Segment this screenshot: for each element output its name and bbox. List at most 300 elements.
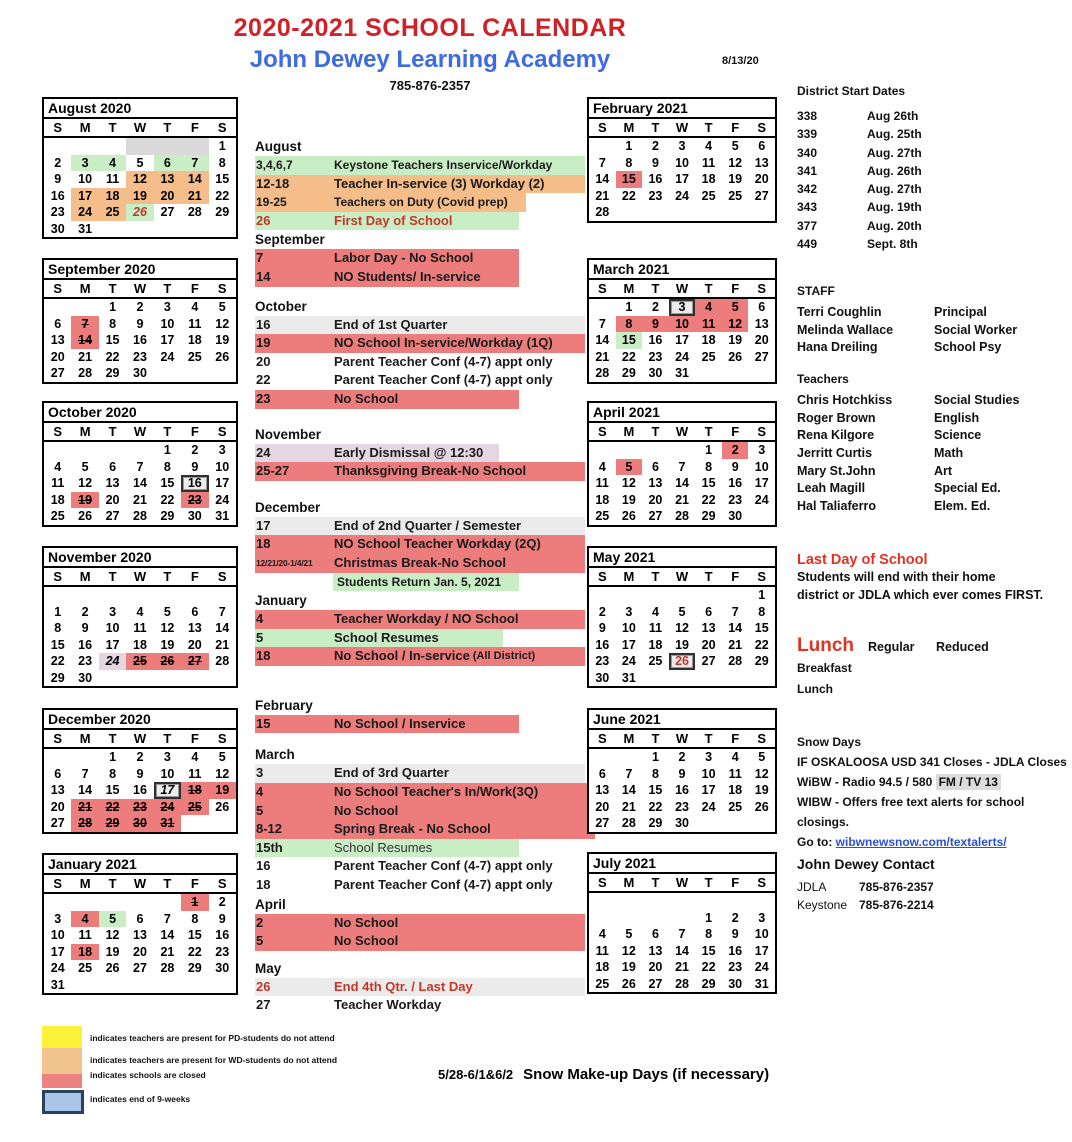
day-cell: 17 [50,944,65,959]
day-cell: 15 [50,637,65,652]
calendar-january-2021 [42,853,238,995]
day-cell: 30 [648,366,663,380]
day-cell [126,670,153,687]
event-row [255,647,585,666]
day-header-letter: S [757,875,767,890]
day-cell [748,365,775,382]
day-cell: 25 [595,509,610,523]
day-cell: 5 [136,155,144,170]
event-date: 22 [256,372,271,388]
day-header-letter: M [623,424,635,439]
day-cell: 21 [595,349,610,364]
calendar-week-row [44,620,236,637]
day-header-letter: F [731,424,740,439]
calendar-week-row [44,155,236,172]
day-cell: 24 [160,349,175,364]
event-row [255,316,585,335]
calendar-week-row [589,749,775,766]
day-cell: 28 [675,976,689,991]
day-cell: 28 [675,509,689,523]
day-cell: 24 [675,349,689,364]
calendar-week-row [589,332,775,349]
day-header-letter: M [79,120,91,135]
day-header-letter: M [623,281,635,296]
staff-role: Principal [934,305,987,319]
day-cell: 13 [754,155,769,170]
day-cell: 15 [754,621,769,635]
event-label: Parent Teacher Conf (4-7) appt only [334,858,553,874]
district-number: 338 [797,109,818,123]
calendar-week-row [589,766,775,783]
day-cell [616,910,643,927]
day-cell [642,587,669,604]
day-cell: 12 [621,476,636,490]
contact-title: John Dewey Contact [797,856,935,872]
event-label: End of 1st Quarter [334,316,448,332]
day-header-letter: S [597,424,607,439]
day-cell: 24 [621,654,636,668]
teacher-subject: Social Studies [934,393,1020,407]
last-day-title: Last Day of School [797,552,928,568]
goto-label: Go to: [797,835,836,849]
day-cell: 4 [71,911,98,928]
day-cell: 5 [218,300,226,314]
day-header-letter: W [675,281,689,296]
day-cell: 2 [722,442,749,459]
calendar-week-row [589,204,775,221]
district-start-date: Aug. 26th [867,163,922,178]
day-cell [154,894,181,911]
day-cell: 3 [705,750,713,764]
day-cell [616,442,643,459]
day-cell: 4 [731,750,739,764]
calendar-december-2020 [42,708,238,834]
event-date: 18 [256,536,271,552]
teacher-row [797,410,1069,428]
day-cell: 27 [701,654,716,668]
teacher-row [797,445,1069,463]
calendar-week-row [44,299,236,316]
day-cell: 6 [136,911,144,926]
district-start-date-row [797,180,1069,198]
day-header-letter: W [133,281,147,296]
day-cell [669,670,696,687]
day-cell [44,749,71,766]
district-start-dates-section [797,84,1069,253]
district-start-date-row [797,162,1069,180]
contact-row [797,896,1069,914]
day-cell: 18 [133,637,147,652]
day-cell: 21 [181,188,208,205]
day-cell [126,587,153,604]
calendar-day-headers [589,119,775,138]
day-cell: 7 [678,459,686,474]
day-cell: 25 [99,204,126,221]
day-cell: 3 [163,750,171,764]
day-cell: 21 [621,799,636,814]
day-cell [616,749,643,766]
day-header-letter: S [597,120,607,135]
day-cell: 27 [50,816,65,830]
day-cell: 31 [78,221,93,236]
day-header-letter: W [133,120,147,135]
day-cell: 11 [595,476,609,490]
event-label: Teachers on Duty (Covid prep) [334,195,508,210]
day-cell: 22 [160,492,175,507]
day-cell: 10 [754,459,769,474]
day-cell: 18 [595,492,610,507]
calendar-day-headers [589,730,775,749]
day-cell: 10 [754,927,769,941]
day-cell [748,670,775,687]
day-cell [99,442,126,459]
day-header-letter: T [108,281,117,296]
day-cell: 26 [754,799,769,814]
day-cell: 31 [754,976,769,991]
day-cell [154,365,181,382]
event-label: Parent Teacher Conf (4-7) appt only [334,353,553,369]
day-header-letter: T [651,731,660,746]
day-cell: 7 [598,316,606,331]
district-start-date-row [797,144,1069,162]
day-cell: 24 [154,799,181,816]
day-cell: 9 [731,459,739,474]
teacher-row [797,498,1069,516]
day-cell: 10 [675,155,689,170]
day-cell: 29 [50,670,65,685]
event-row [255,268,519,287]
calendar-week-row [589,492,775,509]
event-date: 19 [256,335,271,351]
day-header-letter: S [53,424,63,439]
day-header-letter: W [675,731,689,746]
day-cell [589,442,616,459]
calendar-week-row [44,894,236,911]
event-row [255,857,591,876]
day-cell: 9 [81,621,89,635]
calendar-week-row [589,316,775,333]
day-cell: 23 [126,799,153,816]
day-cell: 25 [126,653,153,670]
day-header-letter: F [731,875,740,890]
legend-swatch-red [42,1074,82,1088]
day-cell: 14 [728,621,743,635]
district-start-date: Aug. 27th [867,145,922,160]
event-label: Keystone Teachers Inservice/Workday [334,158,553,172]
legend-swatch-yellow [42,1026,82,1048]
day-cell: 16 [675,783,689,797]
day-cell [642,893,669,910]
calendar-week-row [589,604,775,621]
day-cell: 29 [160,509,175,523]
event-date: 4 [256,784,264,800]
calendar-week-row [44,587,236,604]
teacher-subject: English [934,410,980,425]
calendar-september-2020 [42,258,238,384]
day-cell: 7 [678,927,686,941]
day-cell [209,670,236,687]
day-header-letter: F [190,424,199,439]
day-cell: 27 [181,653,208,670]
teacher-name: Rena Kilgore [797,428,875,443]
day-cell: 28 [595,205,610,219]
day-cell: 14 [595,333,610,347]
day-cell: 10 [160,316,175,331]
day-cell: 31 [675,366,689,380]
day-cell: 30 [728,509,743,523]
day-cell: 3 [625,604,633,619]
day-header-letter: F [731,120,740,135]
day-cell: 5 [218,750,226,764]
calendar-week-row [589,587,775,604]
day-cell: 20 [648,492,663,507]
day-cell: 7 [81,766,89,781]
event-label: End of 3rd Quarter [334,765,449,781]
day-cell: 14 [133,476,147,490]
event-row [255,820,595,839]
day-cell: 6 [154,155,181,172]
day-cell: 15 [105,783,120,797]
day-header-letter: M [79,281,91,296]
day-cell: 16 [181,475,208,492]
day-cell: 29 [187,961,202,975]
day-cell [99,587,126,604]
day-header-letter: S [597,569,607,584]
day-cell: 6 [758,300,766,314]
day-cell: 28 [728,654,743,668]
day-cell: 4 [136,604,144,619]
district-number: 377 [797,218,818,233]
contact-phone: 785-876-2214 [859,898,934,912]
event-row [255,802,595,821]
day-cell: 27 [133,961,147,975]
day-cell: 9 [136,766,144,781]
event-label: No School [334,914,399,930]
day-cell: 17 [754,943,769,958]
calendar-week-row [44,653,236,670]
day-header-letter: S [757,120,767,135]
teachers-section [797,372,1069,516]
calendar-week-row [44,782,236,799]
teacher-row [797,427,1069,445]
day-header-letter: S [53,876,63,891]
day-cell: 31 [215,509,230,523]
staff-name: Hana Dreiling [797,340,878,355]
day-cell: 11 [595,943,609,958]
event-label: Parent Teacher Conf (4-7) appt only [334,877,553,893]
day-cell: 7 [163,911,171,926]
day-header-letter: S [597,731,607,746]
event-label-suffix: (All District) [469,650,536,663]
day-cell: 7 [218,604,226,619]
calendar-week-row [589,926,775,943]
day-header-letter: T [704,569,713,584]
calendar-week-row [589,637,775,654]
day-cell: 8 [625,155,633,170]
day-cell: 26 [215,799,230,814]
school-phone: 785-876-2357 [389,78,471,93]
day-header-letter: W [675,424,689,439]
calendar-week-row [44,349,236,366]
day-cell: 12 [621,943,636,958]
day-cell: 26 [621,509,636,523]
day-cell: 27 [105,509,120,523]
day-cell: 22 [701,960,716,974]
calendar-week-row [44,604,236,621]
legend-swatch-orange [42,1048,82,1074]
day-header-letter: M [79,731,91,746]
event-date: 7 [256,250,264,266]
day-cell [181,365,208,382]
day-cell: 19 [71,492,98,509]
day-cell: 22 [105,349,120,364]
calendar-day-headers [44,875,236,894]
day-cell: 21 [675,960,689,974]
day-cell: 1 [54,604,62,619]
lunch-regular-header: Regular [868,640,915,654]
calendar-week-row [589,138,775,155]
day-cell: 19 [160,637,175,652]
event-date: 5 [256,802,264,818]
day-header-letter: T [704,731,713,746]
day-cell [154,138,181,155]
day-cell: 8 [109,766,117,781]
contact-row [797,878,1069,896]
event-row [255,764,585,783]
district-start-dates-list [797,107,1069,253]
calendar-month-title: November 2020 [44,548,236,568]
day-cell [695,893,722,910]
day-cell [669,910,696,927]
day-cell: 28 [133,509,147,523]
event-row [255,175,585,194]
contact-label: JDLA [797,880,827,894]
event-month-heading: February [255,697,313,713]
event-month-heading: November [255,426,322,442]
day-cell: 12 [722,316,749,333]
day-cell: 18 [50,492,65,507]
event-row [255,839,519,858]
day-cell: 13 [701,621,716,635]
day-header-letter: W [675,875,689,890]
day-header-letter: T [163,424,172,439]
event-month-heading: March [255,747,295,763]
calendar-week-row [589,782,775,799]
day-cell: 8 [616,316,643,333]
teacher-name: Hal Taliaferro [797,499,876,514]
event-row [255,932,585,951]
day-cell: 28 [78,366,93,380]
day-cell [722,670,749,687]
day-cell: 17 [754,476,769,490]
day-header-letter: W [133,731,147,746]
staff-row [797,322,1069,340]
day-cell: 16 [728,943,743,958]
day-cell: 28 [215,654,230,668]
teacher-subject: Elem. Ed. [934,499,991,514]
calendar-week-row [44,492,236,509]
day-cell: 17 [160,333,175,347]
calendar-week-row [44,188,236,205]
day-cell: 14 [71,332,98,349]
calendar-month-title: October 2020 [44,403,236,423]
day-cell: 21 [78,349,93,364]
calendar-month-title: March 2021 [589,260,775,280]
day-cell: 19 [728,172,743,186]
day-cell [589,587,616,604]
day-header-letter: F [190,731,199,746]
day-cell: 25 [187,349,202,364]
day-cell: 8 [163,459,171,474]
calendar-week-row [44,221,236,238]
day-cell: 9 [136,316,144,331]
day-header-letter: T [163,569,172,584]
day-header-letter: S [53,281,63,296]
day-cell: 23 [648,349,663,364]
day-cell: 19 [105,944,120,959]
day-cell: 19 [728,333,743,347]
day-header-letter: F [190,876,199,891]
event-label: No School [334,802,399,818]
day-cell: 2 [598,604,606,619]
day-cell: 26 [621,976,636,991]
day-cell: 1 [705,910,713,925]
calendar-month-title: December 2020 [44,710,236,730]
day-cell: 20 [105,492,120,507]
calendar-july-2021 [587,852,777,994]
day-cell: 9 [54,172,62,186]
day-cell: 14 [621,783,636,797]
event-date: 4 [256,611,264,627]
day-cell: 21 [215,637,230,652]
day-cell: 22 [701,492,716,507]
day-cell [209,587,236,604]
day-cell: 29 [621,366,636,380]
day-cell [71,977,98,994]
day-cell [154,670,181,687]
day-header-letter: T [651,875,660,890]
event-date: 17 [256,517,271,533]
day-cell [126,894,153,911]
day-header-letter: T [163,120,172,135]
wibw-textalerts-link[interactable]: wibwnewsnow.com/textalerts/ [835,835,1007,849]
day-cell: 4 [191,300,199,314]
day-cell [71,749,98,766]
day-cell: 1 [181,894,208,911]
day-cell: 8 [758,604,766,619]
day-header-letter: M [623,875,635,890]
day-cell: 14 [675,476,689,490]
day-header-letter: T [704,281,713,296]
day-cell: 13 [648,943,663,958]
event-row [255,554,585,573]
teacher-name: Mary St.John [797,463,876,478]
teacher-subject: Art [934,463,953,478]
day-cell: 2 [651,300,659,314]
event-row [255,996,591,1015]
event-row [255,535,585,554]
day-cell [71,138,98,155]
event-label: School Resumes [334,839,433,855]
day-cell: 20 [50,799,65,814]
calendar-week-row [44,749,236,766]
event-date: 18 [256,648,271,664]
day-cell: 7 [625,766,633,781]
day-cell [99,138,126,155]
day-cell [669,442,696,459]
staff-row [797,339,1069,357]
calendar-february-2021 [587,97,777,223]
